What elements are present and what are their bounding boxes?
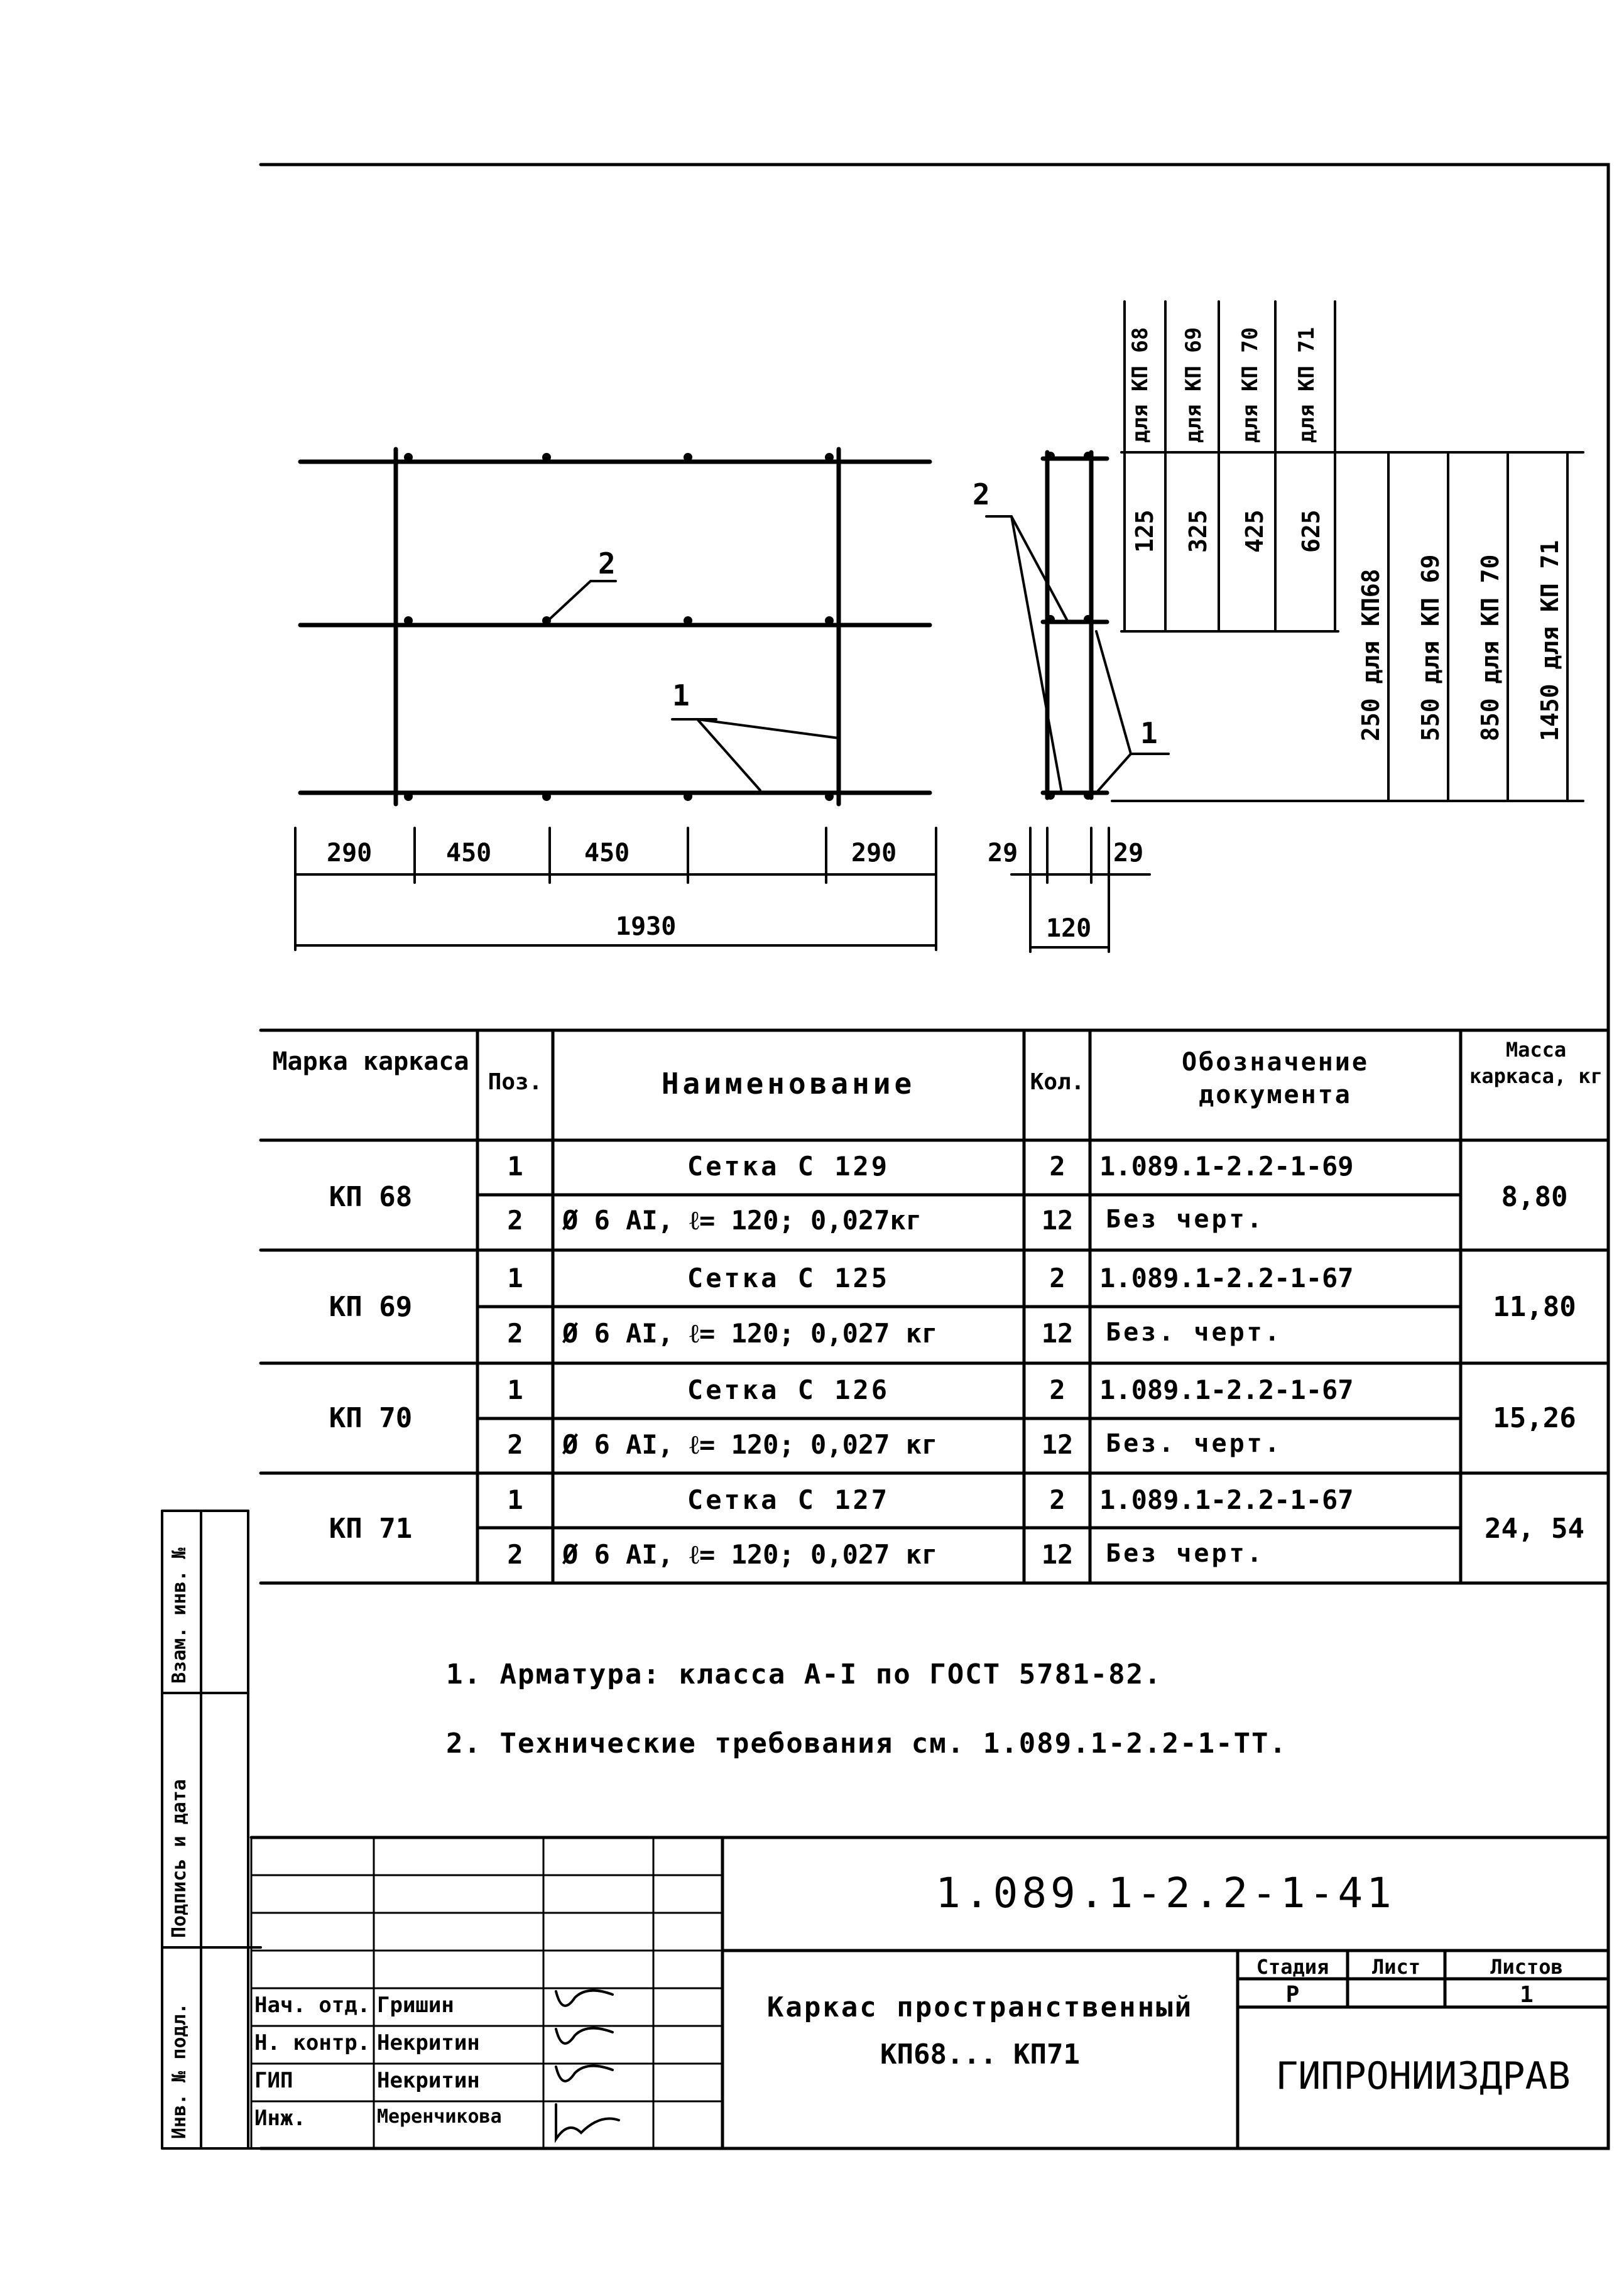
mass-kp69: 11,80 <box>1493 1291 1576 1323</box>
pos-kp70-1: 1 <box>507 1374 523 1405</box>
top-for-kp68: для КП 68 <box>1128 327 1153 443</box>
signature-marks <box>556 1991 619 2139</box>
name-kp68-1: Сетка С 129 <box>687 1151 890 1182</box>
dim-front-450-b: 450 <box>584 839 630 868</box>
pos-kp69-1: 1 <box>507 1263 523 1293</box>
sheets-value: 1 <box>1520 1982 1534 2008</box>
doc-kp70-2: Без. черт. <box>1106 1429 1282 1458</box>
callout-side-2: 2 <box>973 477 990 511</box>
note-1: 1. Арматура: класса А-I по ГОСТ 5781-82. <box>446 1658 1162 1690</box>
qty-kp69-2: 12 <box>1041 1318 1074 1349</box>
name-kp70-1: Сетка С 126 <box>687 1374 890 1405</box>
pos-kp69-2: 2 <box>507 1318 523 1349</box>
sheets-label: Листов <box>1490 1955 1563 1979</box>
doc-kp68-1: 1.089.1-2.2-1-69 <box>1099 1151 1354 1182</box>
sig-role-4: Инж. <box>254 2106 306 2131</box>
callout-front-1: 1 <box>672 678 690 712</box>
sig-role-3: ГИП <box>254 2068 293 2093</box>
qty-kp68-2: 12 <box>1041 1205 1074 1236</box>
pos-kp71-1: 1 <box>507 1484 523 1515</box>
callout-front-2: 2 <box>598 547 616 580</box>
mass-kp68: 8,80 <box>1501 1181 1568 1213</box>
doc-kp70-1: 1.089.1-2.2-1-67 <box>1099 1374 1354 1405</box>
pos-kp68-2: 2 <box>507 1205 523 1236</box>
dim-side-total: 120 <box>1046 914 1092 943</box>
qty-kp70-1: 2 <box>1049 1374 1065 1405</box>
sig-name-1: Гришин <box>377 1993 454 2018</box>
header-mark: Марка каркаса <box>272 1047 469 1076</box>
mark-kp71: КП 71 <box>329 1513 413 1545</box>
doc-kp68-2: Без черт. <box>1106 1205 1265 1234</box>
doc-kp71-1: 1.089.1-2.2-1-67 <box>1099 1484 1354 1515</box>
stage-value: Р <box>1285 1982 1300 2008</box>
dim-front-450-a: 450 <box>446 839 492 868</box>
top-dim-425: 425 <box>1241 509 1268 553</box>
side-stamp-inv: Инв. № подл. <box>168 2003 190 2139</box>
dim-front-total: 1930 <box>616 912 677 941</box>
org-name: ГИПРОНИИЗДРАВ <box>1275 2054 1571 2098</box>
sig-name-4: Меренчикова <box>377 2106 502 2128</box>
pos-kp68-1: 1 <box>507 1151 523 1182</box>
note-2: 2. Технические требования см. 1.089.1-2.2-1-ТТ. <box>446 1728 1288 1760</box>
top-for-kp69: для КП 69 <box>1181 327 1206 443</box>
name-kp69-1: Сетка С 125 <box>687 1263 890 1293</box>
qty-kp71-2: 12 <box>1041 1539 1074 1570</box>
top-for-kp70: для КП 70 <box>1238 327 1263 443</box>
front-view <box>300 449 930 804</box>
title-line-1: Каркас пространственный <box>766 1991 1194 2023</box>
side-stamp-vzam: Взам. инв. № <box>168 1547 190 1684</box>
sig-role-1: Нач. отд. <box>254 1993 371 2018</box>
name-kp71-2: Ø 6 АI, ℓ= 120; 0,027 кг <box>562 1539 938 1570</box>
sig-role-2: Н. контр. <box>254 2030 371 2055</box>
doc-code: 1.089.1-2.2-1-41 <box>935 1869 1395 1917</box>
stage-label: Стадия <box>1256 1955 1329 1979</box>
qty-kp70-2: 12 <box>1041 1429 1074 1460</box>
height-dim-kp71: 1450 для КП 71 <box>1536 540 1564 741</box>
leader-front-1b <box>697 719 760 790</box>
name-kp69-2: Ø 6 АI, ℓ= 120; 0,027 кг <box>562 1318 938 1349</box>
name-kp70-2: Ø 6 АI, ℓ= 120; 0,027 кг <box>562 1429 938 1460</box>
header-name: Наименование <box>661 1067 916 1101</box>
leader-side-1 <box>1096 631 1169 754</box>
sig-name-2: Некритин <box>377 2030 480 2055</box>
dim-side-29-right: 29 <box>1113 839 1144 868</box>
dim-front-290-right: 290 <box>851 839 897 868</box>
side-stamp-podpis: Подпись и дата <box>168 1779 190 1938</box>
height-dim-kp68: 250 для КП68 <box>1357 569 1385 741</box>
top-for-kp71: для КП 71 <box>1294 327 1319 443</box>
leader-front-1a <box>697 719 839 738</box>
header-qty: Кол. <box>1030 1069 1085 1095</box>
qty-kp68-1: 2 <box>1049 1151 1065 1182</box>
mark-kp70: КП 70 <box>329 1402 413 1434</box>
mass-kp71: 24, 54 <box>1485 1513 1584 1545</box>
leader-front-2 <box>547 581 616 622</box>
header-doc: Обозначение документа <box>1182 1048 1369 1109</box>
doc-kp71-2: Без черт. <box>1106 1539 1265 1568</box>
mark-kp68: КП 68 <box>329 1181 413 1213</box>
height-dim-kp70: 850 для КП 70 <box>1476 554 1504 741</box>
dim-front-290-left: 290 <box>327 839 373 868</box>
title-line-2: КП68... КП71 <box>880 2038 1080 2071</box>
mass-kp70: 15,26 <box>1493 1402 1576 1434</box>
dim-side-29-left: 29 <box>988 839 1018 868</box>
doc-kp69-1: 1.089.1-2.2-1-67 <box>1099 1263 1354 1293</box>
name-kp71-1: Сетка С 127 <box>687 1484 890 1515</box>
sig-name-3: Некритин <box>377 2068 480 2093</box>
sheet-label: Лист <box>1371 1955 1421 1979</box>
top-dim-125: 125 <box>1131 509 1158 553</box>
qty-kp69-1: 2 <box>1049 1263 1065 1293</box>
top-dim-625: 625 <box>1297 509 1325 553</box>
header-pos: Поз. <box>488 1069 543 1095</box>
pos-kp71-2: 2 <box>507 1539 523 1570</box>
pos-kp70-2: 2 <box>507 1429 523 1460</box>
doc-kp69-2: Без. черт. <box>1106 1318 1282 1347</box>
name-kp68-2: Ø 6 АI, ℓ= 120; 0,027кг <box>562 1205 922 1236</box>
mark-kp69: КП 69 <box>329 1291 413 1323</box>
qty-kp71-1: 2 <box>1049 1484 1065 1515</box>
callout-side-1: 1 <box>1140 716 1158 750</box>
top-dim-325: 325 <box>1184 509 1212 553</box>
height-dim-kp69: 550 для КП 69 <box>1417 554 1444 741</box>
header-mass: Масса каркаса, кг <box>1469 1038 1603 1088</box>
